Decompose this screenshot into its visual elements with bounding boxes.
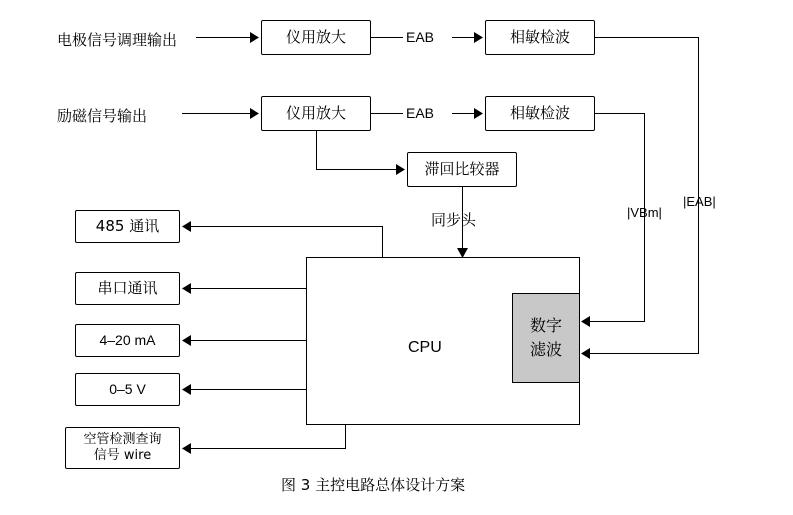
wire-right-bus-to-filter xyxy=(585,353,699,354)
block-output-current-loop: 4–20 mA xyxy=(75,324,180,357)
wire-comparator-horizontal xyxy=(316,169,402,170)
block-instrument-amplifier-1: 仪用放大 xyxy=(261,20,371,55)
arrowhead-eab-to-detector1 xyxy=(474,32,484,43)
block-output-empty-pipe xyxy=(65,427,180,469)
wire-cpu-to-serial xyxy=(188,288,307,289)
arrowhead-to-voltage xyxy=(181,384,191,395)
block-digital-filter xyxy=(512,293,580,383)
label-cpu: CPU xyxy=(408,339,442,356)
arrowhead-vbm-to-filter xyxy=(580,316,590,327)
wire-cpu-to-485 xyxy=(188,226,383,227)
block-output-serial: 串口通讯 xyxy=(75,272,180,305)
wire-cpu-to-current-loop xyxy=(188,340,307,341)
arrowhead-to-current-loop xyxy=(181,335,191,346)
digital-filter-line2: 滤波 xyxy=(529,340,562,359)
label-electrode-signal-input: 电极信号调理输出 xyxy=(57,31,178,49)
block-hysteresis-comparator: 滞回比较器 xyxy=(407,152,517,187)
arrowhead-right-bus-to-filter xyxy=(580,348,590,359)
digital-filter-line1: 数字 xyxy=(529,316,562,335)
wire-cpu-to-voltage xyxy=(188,389,307,390)
block-phase-sensitive-detector-2: 相敏检波 xyxy=(485,96,595,131)
label-excitation-signal-output: 励磁信号输出 xyxy=(57,107,148,125)
arrowhead-to-empty-pipe xyxy=(181,443,191,454)
wire-cpu-to-empty-pipe xyxy=(188,448,346,449)
wire-cpu-to-empty-pipe-riser xyxy=(345,425,346,448)
empty-pipe-line1: 空管检测查询 xyxy=(83,431,162,447)
block-phase-sensitive-detector-1: 相敏检波 xyxy=(485,20,595,55)
block-instrument-amplifier-2: 仪用放大 xyxy=(261,96,371,131)
wire-detector2-to-vbm-bus xyxy=(595,113,645,114)
arrowhead-electrode-to-amp1 xyxy=(250,32,260,43)
wire-vbm-bus-to-filter xyxy=(585,321,645,322)
wire-cpu-to-485-riser xyxy=(382,226,383,257)
label-eab-abs: |EAB| xyxy=(683,194,716,209)
wire-amp2-to-eab-label xyxy=(371,113,403,114)
label-vbm: |VBm| xyxy=(627,205,662,220)
wire-detector1-to-right-bus xyxy=(595,37,699,38)
arrowhead-eab-mid-to-detector2 xyxy=(474,108,484,119)
arrowhead-to-comparator xyxy=(396,164,406,175)
block-output-485: 485 通讯 xyxy=(75,210,180,243)
wire-amp1-to-eab-label xyxy=(371,37,403,38)
wire-electrode-to-amp1 xyxy=(196,37,256,38)
label-eab-top: EAB xyxy=(406,29,435,45)
wire-amp2-down-to-comparator xyxy=(316,131,317,169)
arrowhead-excitation-to-amp2 xyxy=(250,108,260,119)
wire-excitation-to-amp2 xyxy=(182,113,256,114)
block-output-voltage: 0–5 V xyxy=(75,373,180,406)
label-eab-mid: EAB xyxy=(406,105,435,121)
arrowhead-to-serial xyxy=(181,283,191,294)
empty-pipe-line2: 信号 wire xyxy=(93,448,152,463)
label-sync-head: 同步头 xyxy=(431,211,477,229)
figure-caption: 图 3 主控电路总体设计方案 xyxy=(281,476,466,494)
arrowhead-to-485 xyxy=(181,221,191,232)
